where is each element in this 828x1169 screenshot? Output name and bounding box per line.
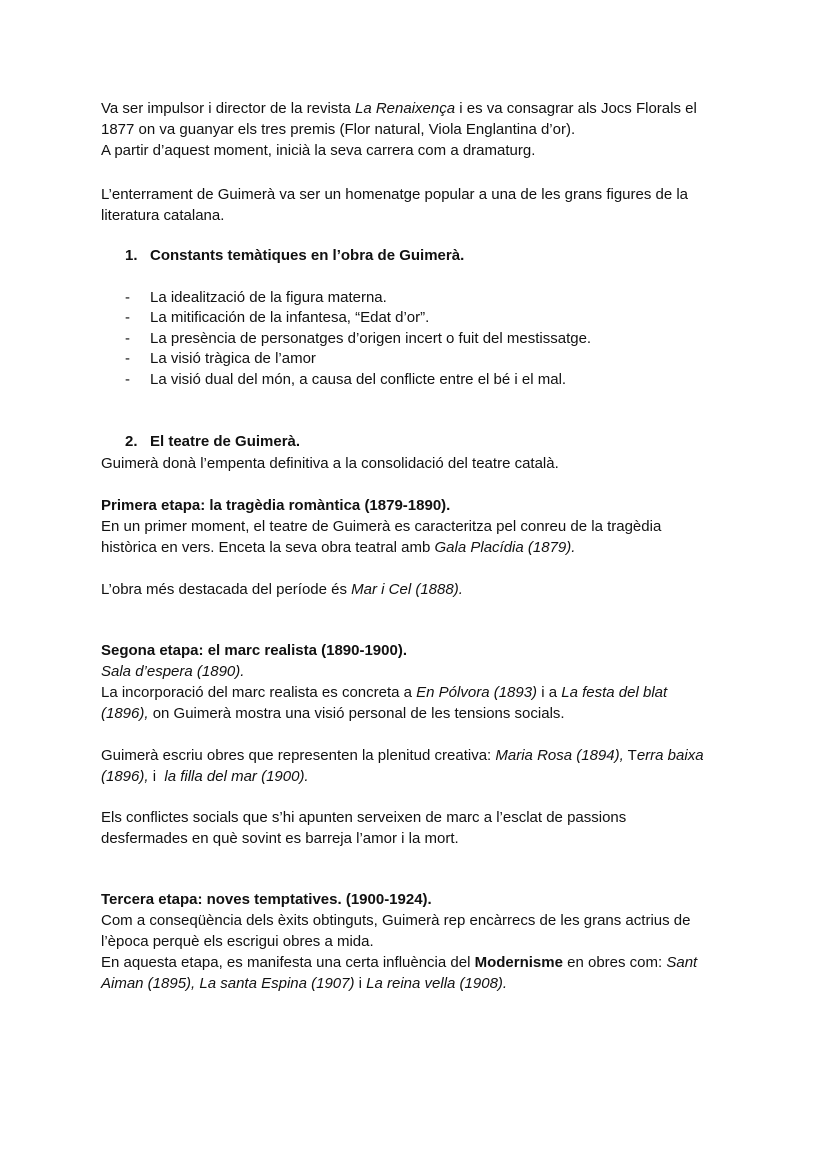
text: desfermades en què sovint es barreja l’amor i la mort.	[101, 830, 459, 847]
text: Guimerà escriu obres que representen la plenitud creativa:	[101, 747, 496, 764]
text: l’època perquè els escrigui obres a mida.	[101, 933, 374, 950]
text: en obres com:	[562, 954, 667, 971]
text: i es va consagrar als Jocs Florals el	[455, 100, 697, 117]
text: i	[148, 768, 165, 785]
text: i a	[537, 684, 562, 701]
text: L’obra més destacada del període és	[101, 581, 352, 598]
magazine-title: La Renaixença	[354, 100, 456, 117]
stage-title: Tercera etapa: noves temptatives. (1900-1924).	[101, 891, 432, 908]
heading-title: Constants temàtiques en l’obra de Guimerà.	[150, 247, 465, 264]
list-item	[0, 328, 600, 349]
list-item-text: La visió dual del món, a causa del conflicte entre el bé i el mal.	[150, 371, 567, 388]
list-item-text: La visió tràgica de l’amor	[150, 350, 316, 367]
stage-2-conflicts	[101, 807, 626, 849]
text: En un primer moment, el teatre de Guimerà es caracteritza pel conreu de la tragèdia	[101, 518, 662, 535]
list-item	[0, 307, 600, 328]
list-item	[0, 287, 600, 308]
work-title: la filla del mar (1900).	[164, 768, 309, 785]
text: 1877 on va guanyar els tres premis (Flor natural, Viola Englantina d’or).	[101, 121, 576, 138]
section-2-heading	[0, 431, 828, 452]
list-item	[0, 348, 600, 369]
work-title: Aiman (1895), La santa Espina (1907)	[101, 975, 355, 992]
stage-2	[101, 640, 667, 724]
intro-paragraph-1	[101, 98, 697, 161]
text: T	[623, 747, 637, 764]
text: Com a conseqüència dels èxits obtinguts, Guimerà rep encàrrecs de les grans actrius de	[101, 912, 691, 929]
bullet: -	[125, 309, 130, 326]
bullet: -	[125, 289, 130, 306]
work-title: Gala Placídia (1879).	[434, 539, 576, 556]
list-item	[0, 369, 600, 390]
stage-1	[101, 495, 661, 558]
work-title: La festa del blat	[561, 684, 668, 701]
stage-3	[101, 889, 697, 994]
work-title: La reina vella (1908).	[366, 975, 508, 992]
work-year: (1896),	[101, 705, 149, 722]
work-title: Sala d’espera (1890).	[101, 663, 245, 680]
stage-title: Segona etapa: el marc realista (1890-1900).	[101, 642, 407, 659]
stage-title: Primera etapa: la tragèdia romàntica (1879-1890).	[101, 497, 451, 514]
section-2-intro	[101, 453, 559, 474]
text: i	[354, 975, 367, 992]
text: literatura catalana.	[101, 207, 225, 224]
text: En aquesta etapa, es manifesta una certa influència del	[101, 954, 475, 971]
text: històrica en vers. Enceta la seva obra teatral amb	[101, 539, 435, 556]
list-item-text: La mitificación de la infantesa, “Edat d’or”.	[150, 309, 430, 326]
bullet: -	[125, 371, 130, 388]
heading-title: El teatre de Guimerà.	[150, 433, 301, 450]
list-item-text: La presència de personatges d’origen incert o fuit del mestissatge.	[150, 330, 592, 347]
intro-paragraph-2	[101, 184, 688, 226]
text: L’enterrament de Guimerà va ser un homenatge popular a una de les grans figures de la	[101, 186, 689, 203]
stage-2-works	[101, 745, 704, 787]
heading-number: 1.	[125, 247, 138, 264]
work-title: En Pólvora (1893)	[416, 684, 538, 701]
heading-number: 2.	[125, 433, 138, 450]
work-title: Mar i Cel (1888).	[351, 581, 463, 598]
text: Guimerà donà l’empenta definitiva a la consolidació del teatre català.	[101, 455, 559, 472]
text: on Guimerà mostra una visió personal de les tensions socials.	[148, 705, 565, 722]
section-1-heading	[0, 245, 828, 266]
text: Va ser impulsor i director de la revista	[101, 100, 355, 117]
work-title: Sant	[666, 954, 698, 971]
bullet: -	[125, 330, 130, 347]
text: Els conflictes socials que s’hi apunten serveixen de marc a l’esclat de passions	[101, 809, 627, 826]
text: A partir d’aquest moment, inicià la seva carrera com a dramaturg.	[101, 142, 536, 159]
list-item-text: La idealització de la figura materna.	[150, 289, 387, 306]
work-title: erra baixa	[636, 747, 704, 764]
text: La incorporació del marc realista es concreta a	[101, 684, 417, 701]
bullet: -	[125, 350, 130, 367]
stage-1-highlight	[101, 579, 463, 600]
work-title: Maria Rosa (1894),	[495, 747, 624, 764]
movement-name: Modernisme	[474, 954, 563, 971]
work-year: (1896),	[101, 768, 149, 785]
